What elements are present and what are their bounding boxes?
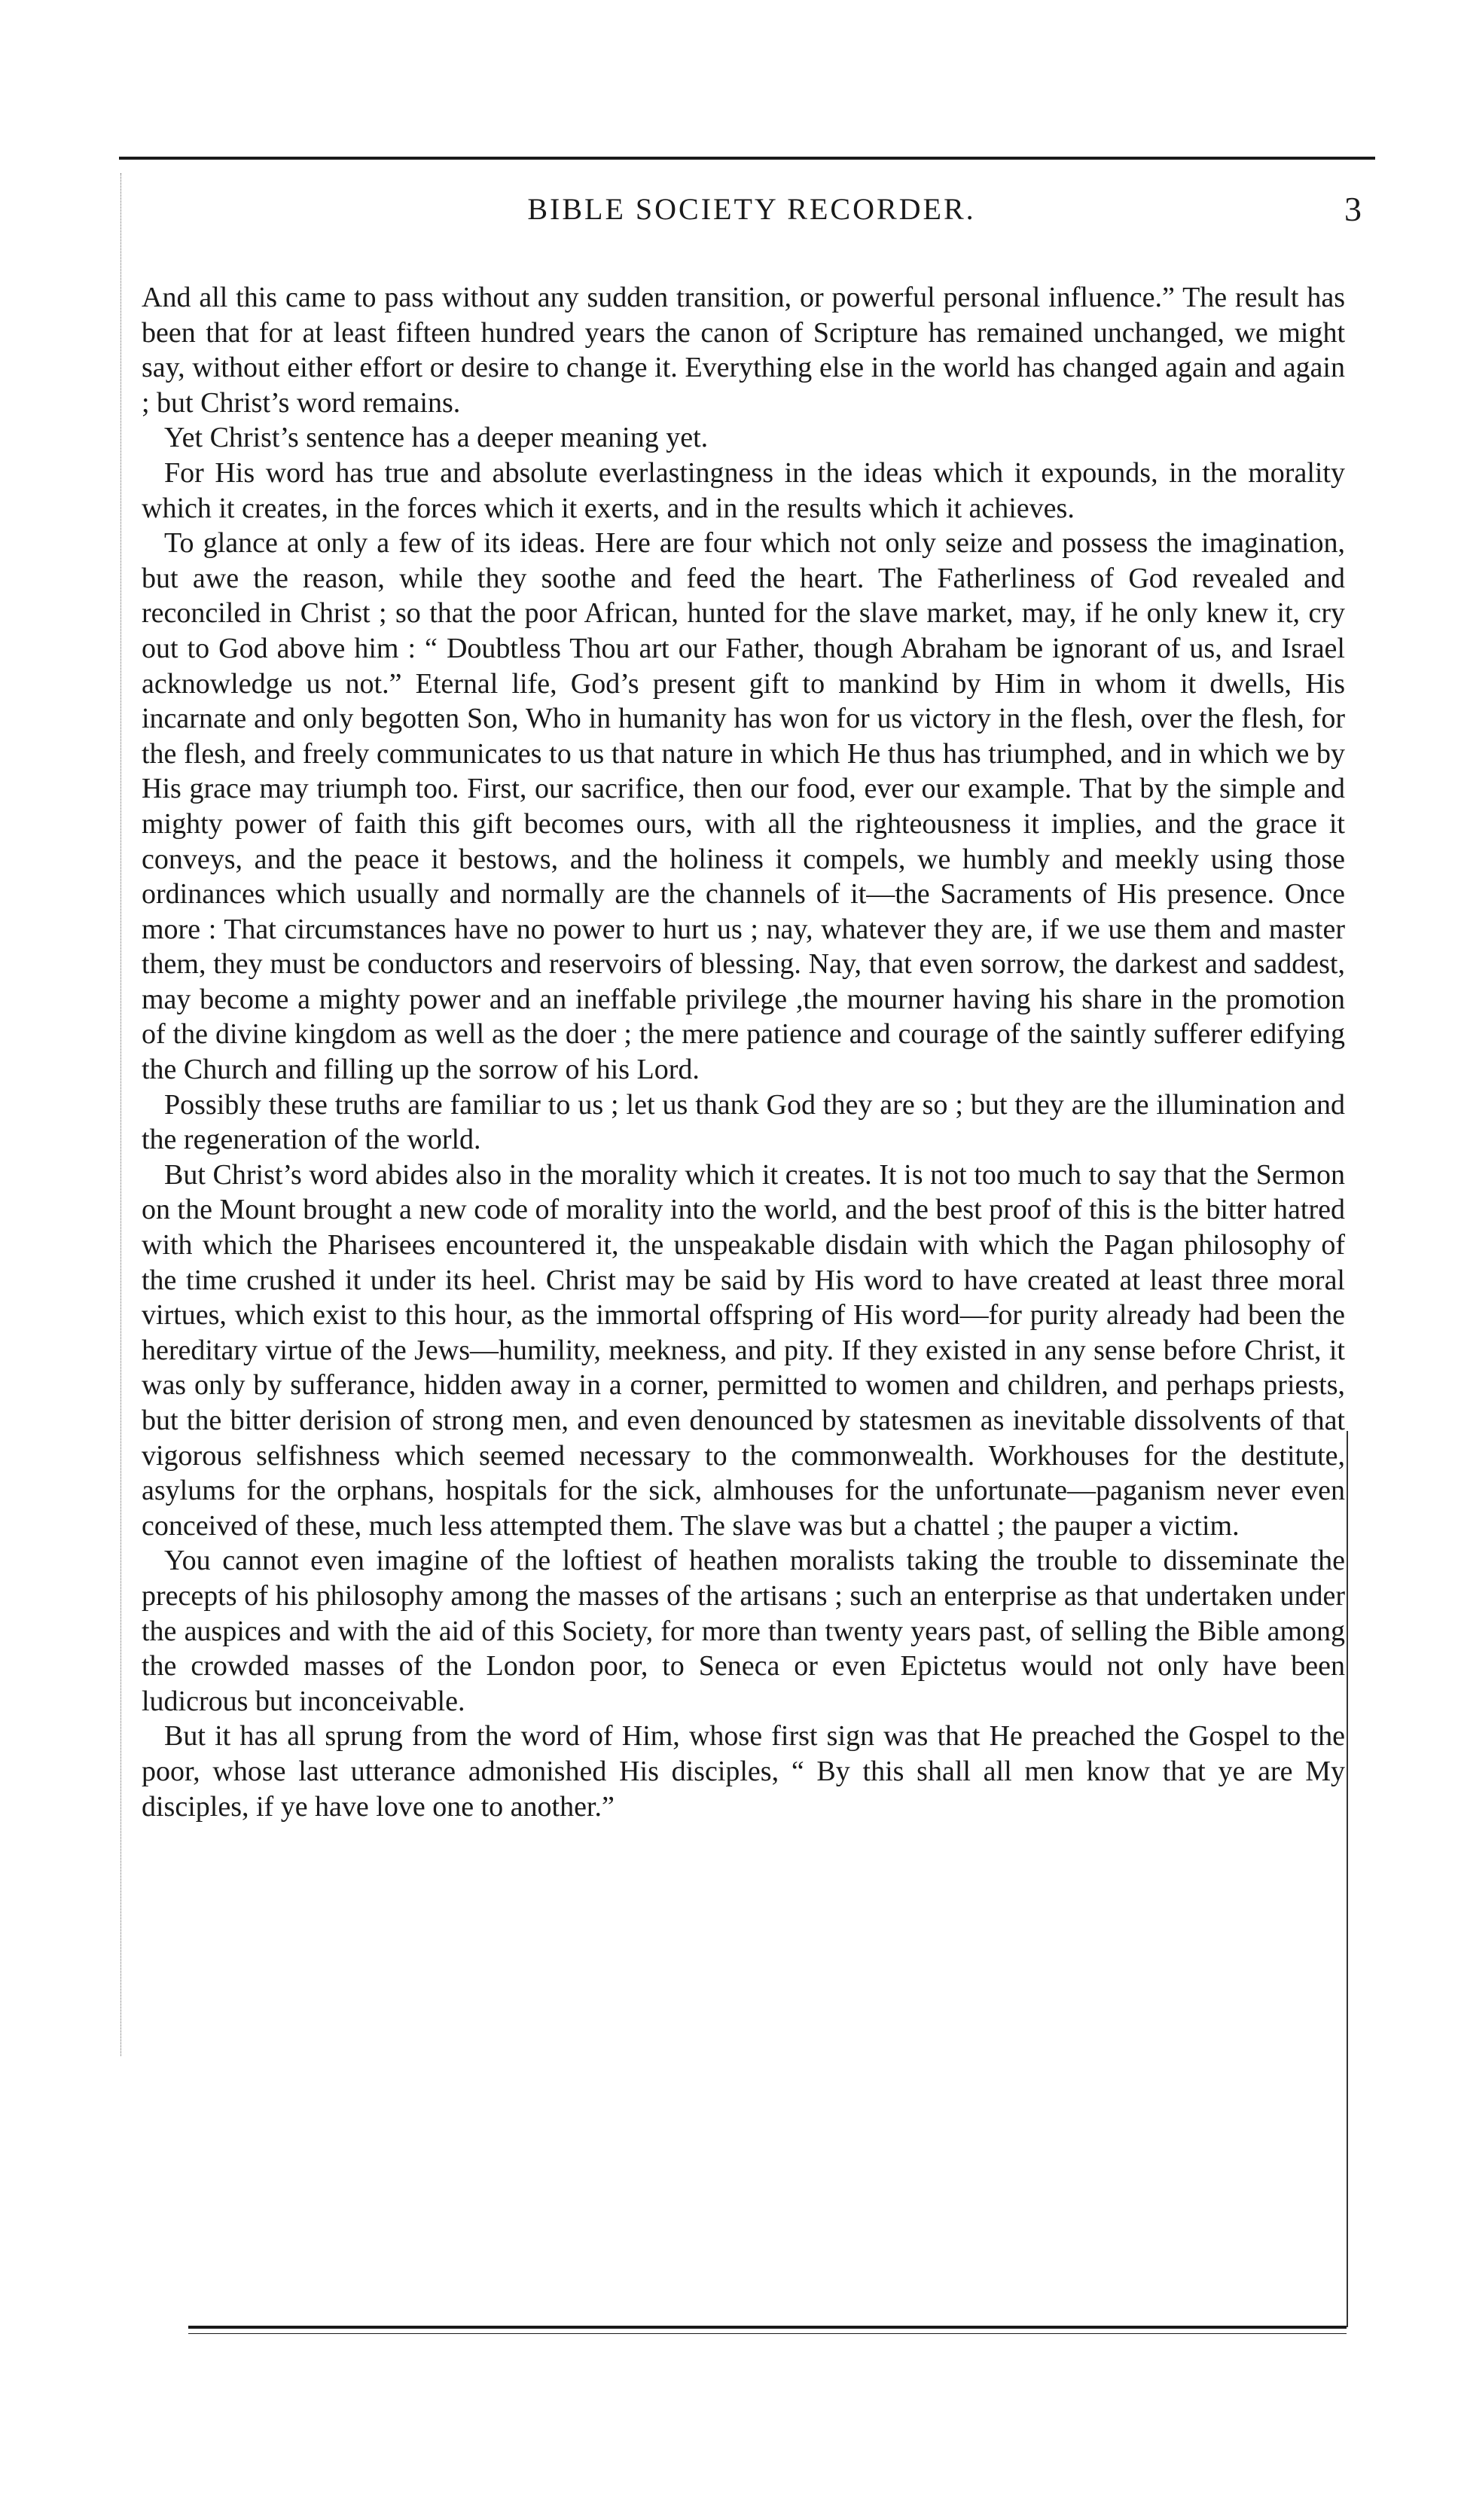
paragraph: You cannot even imagine of the loftiest of heathen moralists taking the trouble to disseminate the precepts of his philosophy among the masses of the artisans ; such an enterprise as that undertaken under the auspices and with the aid of this Society, for more than twenty years past, of selling the Bible among the crowded masses of the London poor, to Seneca or even Epictetus would not only have been ludicrous but inconceivable. — [142, 1545, 1345, 1717]
paragraph: To glance at only a few of its ideas. Here are four which not only seize and possess the imagination, but awe the reason, while they soothe and feed the heart. The Fatherliness of God revealed and reconciled in Christ ; so that the poor African, hunted for the slave market, may, if he only knew it, cry out to God above him : “ Doubtless Thou art our Father, though Abraham be ignorant of us, and Israel acknowledge us not.” Eternal life, God’s present gift to mankind by Him in whom it dwells, His incarnate and only begotten Son, Who in humanity has won for us victory in the flesh, over the flesh, for the flesh, and freely communicates to us that nature in which He thus has triumphed, and in which we by His grace may triumph too. First, our sacrifice, then our food, ever our example. That by the simple and mighty power of faith this gift becomes ours, with all the righteousness it implies, and the grace it conveys, and the peace it bestows, and the holiness it compels, we humbly and meekly using those ordinances which usually and normally are the channels of it—the Sacraments of His presence. Once more : That circumstances have no power to hurt us ; nay, whatever they are, if we use them and master them, they must be conductors and reservoirs of blessing. Nay, that even sorrow, the darkest and saddest, may become a mighty power and an ineffable privilege ,the mourner having his share in the promotion of the divine kingdom as well as the doer ; the mere patience and courage of the saintly sufferer edifying the Church and filling up the sorrow of his Lord. — [142, 527, 1345, 1086]
paragraph: But Christ’s word abides also in the morality which it creates. It is not too much to say that the Sermon on the Mount brought a new code of morality into the world, and the best proof of this is the bitter hatred with which the Pharisees encountered it, the unspeakable disdain with which the Pagan philosophy of the time crushed it under its heel. Christ may be said by His word to have created at least three moral virtues, which exist to this hour, as the immortal offspring of His word—for purity already had been the hereditary virtue of the Jews—humility, meekness, and pity. If they existed in any sense before Christ, it was only by sufferance, hidden away in a corner, permitted to women and children, and perhaps priests, but the bitter derision of strong men, and even denounced by statesmen as inevitable dissolvents of that vigorous selfishness which seemed necessary to the commonwealth. Workhouses for the destitute, asylums for the orphans, hospitals for the sick, almhouses for the unfortunate—paganism never even conceived of these, much less attempted them. The slave was but a chattel ; the pauper a victim. — [142, 1158, 1345, 1542]
page-header — [142, 187, 1362, 239]
paragraph: For His word has true and absolute everlastingness in the ideas which it expounds, in the morality which it creates, in the forces which it exerts, and in the results which it achieves. — [142, 456, 1345, 524]
footer-rule — [188, 2326, 1347, 2329]
paragraph: Yet Christ’s sentence has a deeper meaning yet. — [164, 422, 709, 454]
footer-rule-thin — [188, 2333, 1347, 2334]
paragraph: And all this came to pass without any sudden transition, or powerful personal influence.” The result has been that for at least fifteen hundred years the canon of Scripture has remained unchanged, we might say, without either effort or desire to change it. Everything else in the world has changed again and again ; but Christ’s word remains. — [142, 282, 1345, 419]
page-number: 3 — [1344, 190, 1362, 228]
header-rule — [119, 157, 1375, 160]
paragraph: But it has all sprung from the word of Him, whose first sign was that He preached the Gospel to the poor, whose last utterance admonished His disciples, “ By this shall all men know that ye are My disciples, if ye have love one to another.” — [142, 1720, 1345, 1823]
paragraph: Possibly these truths are familiar to us ; let us thank God they are so ; but they are the illumination and the regeneration of the world. — [142, 1088, 1345, 1156]
right-margin-line — [1347, 1431, 1348, 2327]
left-margin-line — [120, 173, 121, 2056]
article-body — [142, 280, 1345, 1824]
running-title: BIBLE SOCIETY RECORDER. — [527, 192, 976, 226]
